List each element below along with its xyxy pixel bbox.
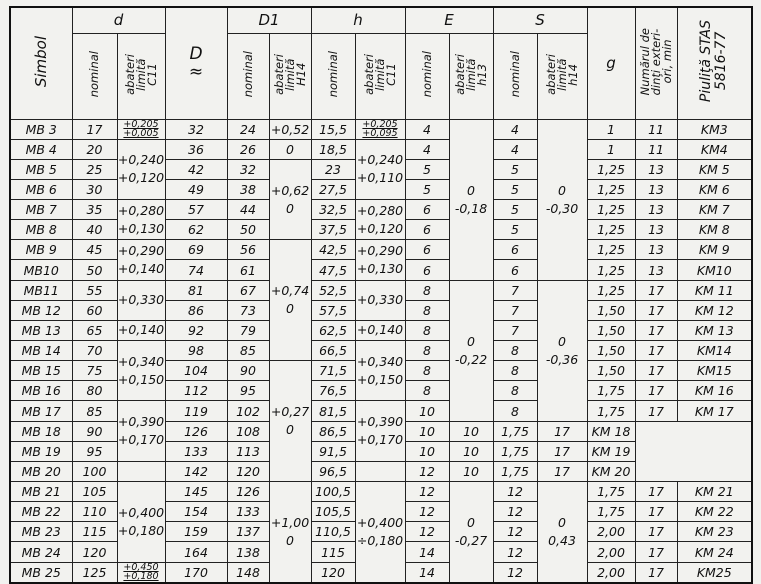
cell-teeth: 17 [635, 522, 677, 542]
cell-D: 133 [165, 441, 227, 461]
cell-h: 86,5 [311, 421, 355, 441]
cell-E: 12 [405, 461, 449, 481]
cell-nut: KM15 [677, 361, 752, 381]
cell-D: 159 [165, 522, 227, 542]
cell-g: 1,50 [587, 320, 635, 340]
cell-d: 35 [72, 200, 117, 220]
cell-g: 1,25 [587, 220, 635, 240]
cell-h-tol: +0,140 [355, 320, 405, 340]
cell-D1: 32 [227, 159, 269, 179]
cell-g: 1,75 [587, 381, 635, 401]
cell-nut: KM 19 [587, 441, 635, 461]
cell-h: 96,5 [311, 461, 355, 481]
cell-S: 8 [493, 341, 537, 361]
cell-d: 100 [72, 461, 117, 481]
cell-S: 7 [493, 280, 537, 300]
cell-D: 36 [165, 139, 227, 159]
cell-S-tol: 0 -0,30 [537, 119, 587, 280]
cell-nut: KM 8 [677, 220, 752, 240]
cell-d: 120 [72, 542, 117, 562]
cell-E: 10 [405, 401, 449, 421]
cell-h-tol: +0,330 [355, 280, 405, 320]
cell-g: 1,25 [587, 240, 635, 260]
table-row [10, 401, 752, 421]
cell-E: 8 [405, 300, 449, 320]
cell-d: 115 [72, 522, 117, 542]
cell-h: 115 [311, 542, 355, 562]
cell-D: 81 [165, 280, 227, 300]
cell-simbol: MB 5 [10, 159, 72, 179]
cell-D1: 67 [227, 280, 269, 300]
cell-E: 6 [405, 260, 449, 280]
header-d-tolerance: abateri limită C11 [117, 33, 165, 119]
cell-d-tol: +0,450 +0,180 [117, 562, 165, 583]
cell-D: 112 [165, 381, 227, 401]
header-D1-tolerance: abateri limită H14 [269, 33, 311, 119]
cell-g: 1 [587, 139, 635, 159]
cell-h: 91,5 [311, 441, 355, 461]
cell-nut: KM 20 [587, 461, 635, 481]
cell-D: 170 [165, 562, 227, 583]
table-row [10, 320, 752, 340]
cell-nut: KM 6 [677, 179, 752, 199]
cell-D1: 79 [227, 320, 269, 340]
cell-h-tol: +0,290 +0,130 [355, 240, 405, 280]
cell-nut: KM 9 [677, 240, 752, 260]
cell-nut: KM 24 [677, 542, 752, 562]
table-row [10, 341, 752, 361]
cell-d: 70 [72, 341, 117, 361]
cell-g: 1,75 [587, 401, 635, 421]
cell-D1: 90 [227, 361, 269, 381]
cell-D1-tol: 0 [269, 139, 311, 159]
cell-teeth: 13 [635, 159, 677, 179]
table-row [10, 119, 752, 139]
cell-h: 57,5 [311, 300, 355, 320]
cell-nut: KM4 [677, 139, 752, 159]
cell-D1: 44 [227, 200, 269, 220]
cell-E: 12 [405, 482, 449, 502]
cell-teeth: 17 [635, 542, 677, 562]
cell-h: 42,5 [311, 240, 355, 260]
cell-D1: 133 [227, 502, 269, 522]
cell-teeth: 17 [635, 300, 677, 320]
cell-E: 8 [405, 381, 449, 401]
cell-simbol: MB 17 [10, 401, 72, 421]
cell-E-tol: 0 -0,27 [449, 482, 493, 583]
cell-D: 42 [165, 159, 227, 179]
cell-D1-tol: +0,27 0 [269, 361, 311, 482]
cell-D1: 137 [227, 522, 269, 542]
cell-D: 86 [165, 300, 227, 320]
cell-simbol: MB 15 [10, 361, 72, 381]
cell-g: 1,75 [493, 461, 537, 481]
cell-g: 1,75 [493, 421, 537, 441]
cell-g: 1,25 [587, 159, 635, 179]
cell-D1: 148 [227, 562, 269, 583]
cell-d: 20 [72, 139, 117, 159]
cell-S-tol: 0 -0,36 [537, 280, 587, 421]
table-row [10, 200, 752, 220]
cell-S: 8 [493, 361, 537, 381]
cell-h: 37,5 [311, 220, 355, 240]
cell-d-tol: +0,400 +0,180 [117, 482, 165, 563]
cell-teeth: 11 [635, 139, 677, 159]
cell-simbol: MB 24 [10, 542, 72, 562]
cell-simbol: MB 21 [10, 482, 72, 502]
cell-D1: 61 [227, 260, 269, 280]
cell-teeth: 13 [635, 179, 677, 199]
header-E-tolerance: abateri limită h13 [449, 33, 493, 119]
cell-d-tol [117, 461, 165, 481]
cell-d-tol: +0,290 +0,140 [117, 240, 165, 280]
cell-D: 126 [165, 421, 227, 441]
header-D: D ≈ [165, 7, 227, 119]
cell-d-tol: +0,140 [117, 320, 165, 340]
cell-h: 71,5 [311, 361, 355, 381]
cell-S: 5 [493, 200, 537, 220]
cell-simbol: MB 7 [10, 200, 72, 220]
cell-simbol: MB 20 [10, 461, 72, 481]
cell-d: 30 [72, 179, 117, 199]
cell-h: 32,5 [311, 200, 355, 220]
header-h: h [311, 7, 405, 33]
cell-D1-tol: +0,62 0 [269, 159, 311, 240]
cell-simbol: MB10 [10, 260, 72, 280]
cell-E: 12 [405, 502, 449, 522]
cell-d-tol: +0,205 +0,005 [117, 119, 165, 139]
cell-h-tol: +0,280 +0,120 [355, 200, 405, 240]
cell-h: 18,5 [311, 139, 355, 159]
cell-S: 12 [493, 522, 537, 542]
cell-D1: 120 [227, 461, 269, 481]
cell-h: 23 [311, 159, 355, 179]
cell-S: 4 [493, 139, 537, 159]
cell-h: 105,5 [311, 502, 355, 522]
cell-d: 60 [72, 300, 117, 320]
cell-d: 90 [72, 421, 117, 441]
cell-D: 57 [165, 200, 227, 220]
cell-nut: KM 22 [677, 502, 752, 522]
header-d: d [72, 7, 165, 33]
cell-simbol: MB 4 [10, 139, 72, 159]
header-h-nominal: nominal [311, 33, 355, 119]
cell-g: 1,75 [587, 502, 635, 522]
cell-simbol: MB 19 [10, 441, 72, 461]
cell-nut: KM 12 [677, 300, 752, 320]
cell-E-tol: 0 -0,18 [449, 119, 493, 280]
cell-D: 98 [165, 341, 227, 361]
cell-D1: 102 [227, 401, 269, 421]
cell-nut: KM10 [677, 260, 752, 280]
cell-g: 1,75 [587, 482, 635, 502]
table-row [10, 482, 752, 502]
cell-D1: 73 [227, 300, 269, 320]
cell-simbol: MB 8 [10, 220, 72, 240]
cell-D: 154 [165, 502, 227, 522]
cell-nut: KM 21 [677, 482, 752, 502]
cell-d-tol: +0,390 +0,170 [117, 401, 165, 461]
cell-g: 1,25 [587, 260, 635, 280]
cell-S: 12 [493, 502, 537, 522]
cell-S: 12 [493, 482, 537, 502]
cell-D1: 24 [227, 119, 269, 139]
header-D1: D1 [227, 7, 311, 33]
cell-E: 10 [405, 441, 449, 461]
cell-d: 25 [72, 159, 117, 179]
cell-h: 81,5 [311, 401, 355, 421]
cell-E-tol: 0 -0,22 [449, 280, 493, 421]
cell-teeth: 17 [635, 361, 677, 381]
cell-simbol: MB 3 [10, 119, 72, 139]
cell-E: 4 [405, 139, 449, 159]
cell-nut: KM 13 [677, 320, 752, 340]
header-d-nominal: nominal [72, 33, 117, 119]
cell-g: 1,50 [587, 361, 635, 381]
cell-D1: 126 [227, 482, 269, 502]
cell-d: 95 [72, 441, 117, 461]
cell-S: 10 [449, 421, 493, 441]
cell-teeth: 13 [635, 220, 677, 240]
cell-g: 1 [587, 119, 635, 139]
cell-g: 1,25 [587, 200, 635, 220]
cell-nut: KM 16 [677, 381, 752, 401]
cell-nut: KM14 [677, 341, 752, 361]
cell-simbol: MB 22 [10, 502, 72, 522]
cell-h: 76,5 [311, 381, 355, 401]
cell-D1: 108 [227, 421, 269, 441]
cell-D1-tol: +0,52 [269, 119, 311, 139]
cell-nut: KM 5 [677, 159, 752, 179]
cell-nut: KM 23 [677, 522, 752, 542]
cell-d: 85 [72, 401, 117, 421]
cell-teeth: 17 [635, 482, 677, 502]
cell-teeth: 17 [537, 461, 587, 481]
cell-teeth: 17 [635, 341, 677, 361]
cell-h: 15,5 [311, 119, 355, 139]
cell-nut: KM25 [677, 562, 752, 583]
cell-d: 55 [72, 280, 117, 300]
cell-S: 6 [493, 260, 537, 280]
cell-d: 80 [72, 381, 117, 401]
cell-D: 164 [165, 542, 227, 562]
cell-D: 32 [165, 119, 227, 139]
cell-g: 1,25 [587, 280, 635, 300]
cell-teeth: 17 [635, 280, 677, 300]
cell-d-tol: +0,280 +0,130 [117, 200, 165, 240]
cell-E: 12 [405, 522, 449, 542]
header-E-nominal: nominal [405, 33, 449, 119]
cell-E: 4 [405, 119, 449, 139]
cell-E: 8 [405, 341, 449, 361]
header-E: E [405, 7, 493, 33]
header-h-tolerance: abateri limită C11 [355, 33, 405, 119]
cell-D1: 138 [227, 542, 269, 562]
table-row [10, 240, 752, 260]
cell-D: 142 [165, 461, 227, 481]
cell-h-tol: +0,205 +0,095 [355, 119, 405, 139]
cell-h: 120 [311, 562, 355, 583]
cell-h-tol: +0,390 +0,170 [355, 401, 405, 461]
cell-h: 52,5 [311, 280, 355, 300]
cell-d: 40 [72, 220, 117, 240]
cell-S: 8 [493, 381, 537, 401]
dimension-table [9, 6, 753, 584]
cell-D1: 95 [227, 381, 269, 401]
table-row [10, 139, 752, 159]
cell-simbol: MB11 [10, 280, 72, 300]
cell-g: 1,50 [587, 341, 635, 361]
cell-S: 12 [493, 562, 537, 583]
cell-D1: 50 [227, 220, 269, 240]
cell-S: 8 [493, 401, 537, 421]
cell-teeth: 11 [635, 119, 677, 139]
cell-teeth: 13 [635, 240, 677, 260]
cell-nut: KM 18 [587, 421, 635, 441]
cell-h-tol [355, 461, 405, 481]
cell-S-tol: 0 0,43 [537, 482, 587, 583]
cell-simbol: MB 6 [10, 179, 72, 199]
cell-D: 62 [165, 220, 227, 240]
cell-teeth: 17 [635, 381, 677, 401]
cell-E: 5 [405, 179, 449, 199]
cell-E: 6 [405, 200, 449, 220]
header-D1-nominal: nominal [227, 33, 269, 119]
cell-D: 104 [165, 361, 227, 381]
cell-simbol: MB 25 [10, 562, 72, 583]
cell-E: 5 [405, 159, 449, 179]
cell-teeth: 17 [537, 421, 587, 441]
header-teeth-count: Numărul de dinţi exteri- ori, min [635, 7, 677, 119]
cell-E: 6 [405, 240, 449, 260]
header-S-tolerance: abateri limită h14 [537, 33, 587, 119]
cell-d: 65 [72, 320, 117, 340]
cell-teeth: 17 [537, 441, 587, 461]
cell-D1-tol: +0,74 0 [269, 240, 311, 361]
cell-E: 8 [405, 361, 449, 381]
cell-h-tol: +0,340 +0,150 [355, 341, 405, 401]
cell-E: 6 [405, 220, 449, 240]
cell-teeth: 17 [635, 401, 677, 421]
cell-h: 100,5 [311, 482, 355, 502]
cell-h-tol: +0,240 +0,110 [355, 139, 405, 199]
cell-S: 10 [449, 441, 493, 461]
cell-S: 10 [449, 461, 493, 481]
cell-D: 145 [165, 482, 227, 502]
cell-D1: 38 [227, 179, 269, 199]
cell-D: 119 [165, 401, 227, 421]
cell-simbol: MB 13 [10, 320, 72, 340]
table-row [10, 461, 752, 481]
cell-S: 5 [493, 179, 537, 199]
cell-D: 49 [165, 179, 227, 199]
cell-d: 105 [72, 482, 117, 502]
cell-D1: 26 [227, 139, 269, 159]
cell-d: 125 [72, 562, 117, 583]
cell-g: 2,00 [587, 522, 635, 542]
cell-simbol: MB 9 [10, 240, 72, 260]
cell-d-tol: +0,340 +0,150 [117, 341, 165, 401]
cell-d: 75 [72, 361, 117, 381]
cell-simbol: MB 16 [10, 381, 72, 401]
cell-h: 47,5 [311, 260, 355, 280]
cell-simbol: MB 23 [10, 522, 72, 542]
cell-d: 17 [72, 119, 117, 139]
table-row [10, 280, 752, 300]
cell-nut: KM 17 [677, 401, 752, 421]
cell-S: 5 [493, 159, 537, 179]
cell-S: 4 [493, 119, 537, 139]
cell-nut: KM3 [677, 119, 752, 139]
header-nut-stas: Piuliţă STAS 5816-77 [677, 7, 752, 119]
cell-D1: 85 [227, 341, 269, 361]
cell-g: 2,00 [587, 542, 635, 562]
cell-simbol: MB 14 [10, 341, 72, 361]
cell-simbol: MB 12 [10, 300, 72, 320]
cell-D: 92 [165, 320, 227, 340]
cell-g: 1,50 [587, 300, 635, 320]
cell-D: 69 [165, 240, 227, 260]
header-simbol: Simbol [10, 7, 72, 119]
cell-teeth: 17 [635, 502, 677, 522]
cell-g: 2,00 [587, 562, 635, 583]
header-S: S [493, 7, 587, 33]
cell-teeth: 17 [635, 562, 677, 583]
cell-d: 50 [72, 260, 117, 280]
cell-nut: KM 11 [677, 280, 752, 300]
cell-teeth: 13 [635, 260, 677, 280]
cell-h: 66,5 [311, 341, 355, 361]
cell-S: 5 [493, 220, 537, 240]
cell-S: 6 [493, 240, 537, 260]
cell-g: 1,75 [493, 441, 537, 461]
cell-d-tol: +0,330 [117, 280, 165, 320]
cell-d: 45 [72, 240, 117, 260]
cell-E: 14 [405, 562, 449, 583]
cell-E: 8 [405, 280, 449, 300]
cell-S: 7 [493, 300, 537, 320]
cell-teeth: 17 [635, 320, 677, 340]
cell-D1: 113 [227, 441, 269, 461]
header-g: g [587, 7, 635, 119]
cell-D1: 56 [227, 240, 269, 260]
cell-h: 62,5 [311, 320, 355, 340]
header-S-nominal: nominal [493, 33, 537, 119]
cell-h-tol: +0,400 ÷0,180 [355, 482, 405, 583]
cell-d: 110 [72, 502, 117, 522]
cell-h: 110,5 [311, 522, 355, 542]
cell-teeth: 13 [635, 200, 677, 220]
cell-S: 12 [493, 542, 537, 562]
cell-g: 1,25 [587, 179, 635, 199]
cell-S: 7 [493, 320, 537, 340]
cell-D1-tol: +1,00 0 [269, 482, 311, 583]
cell-h: 27,5 [311, 179, 355, 199]
cell-E: 8 [405, 320, 449, 340]
cell-D: 74 [165, 260, 227, 280]
cell-d-tol: +0,240 +0,120 [117, 139, 165, 199]
cell-E: 10 [405, 421, 449, 441]
cell-E: 14 [405, 542, 449, 562]
cell-simbol: MB 18 [10, 421, 72, 441]
cell-nut: KM 7 [677, 200, 752, 220]
